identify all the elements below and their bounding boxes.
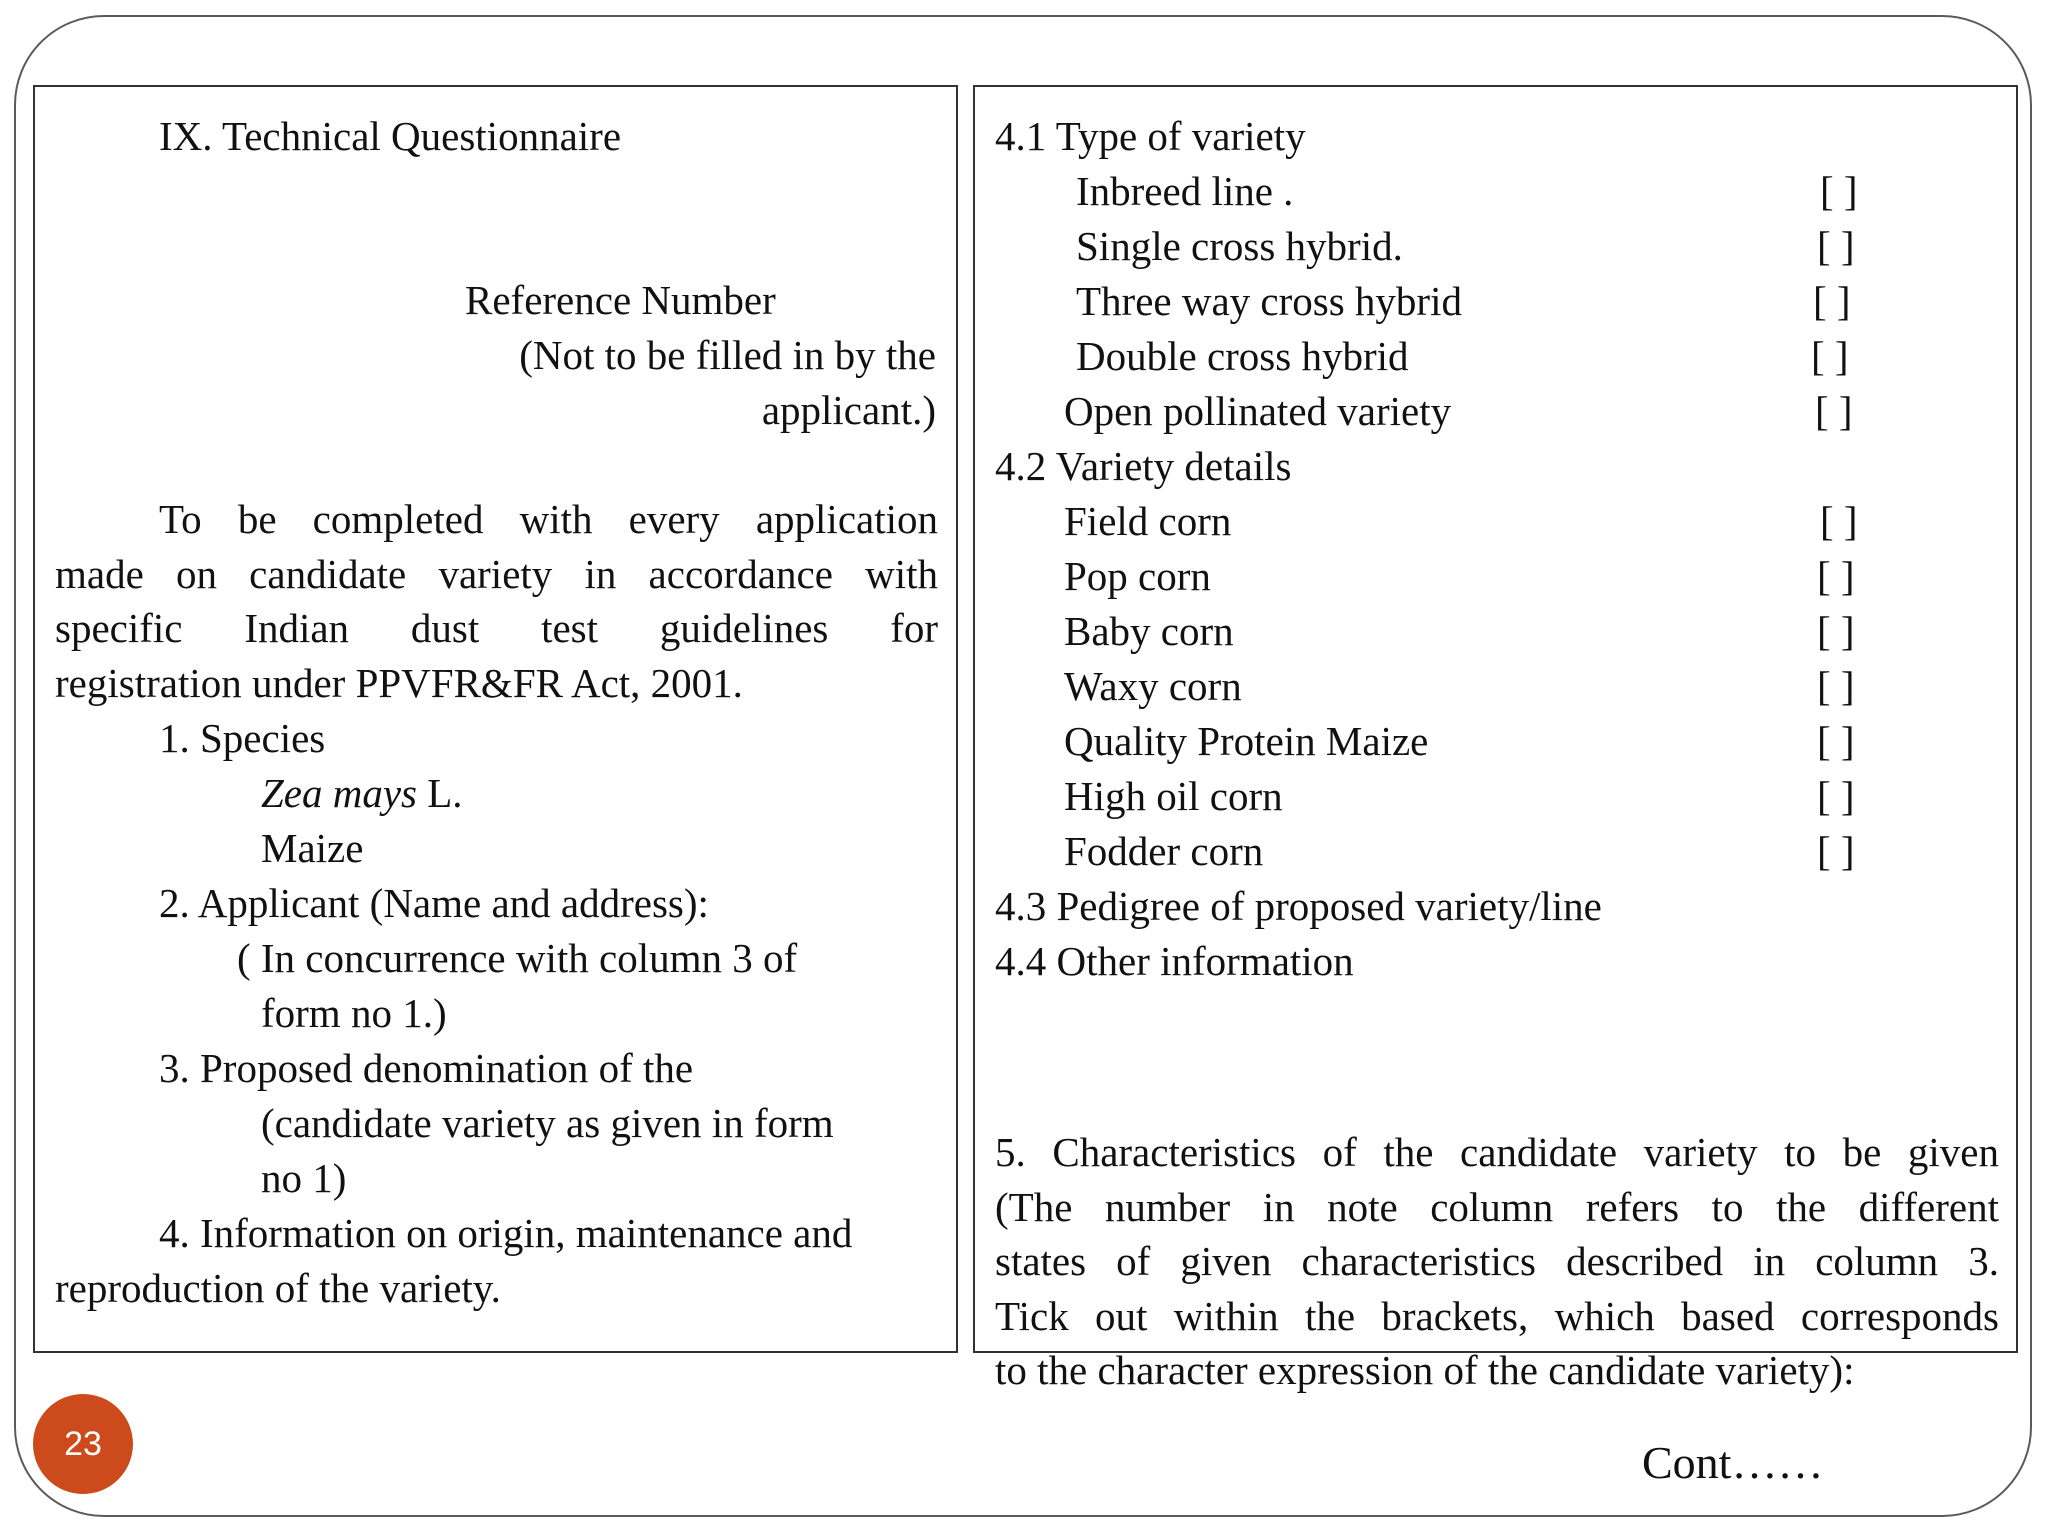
item-origin-line1: 4. Information on origin, maintenance and [159, 1210, 853, 1256]
applicant-note-line1: ( In concurrence with column 3 of [237, 935, 798, 981]
intro-line: registration under PPVFR&FR Act, 2001. [55, 659, 743, 706]
item-origin-line2: reproduction of the variety. [55, 1265, 501, 1311]
type-option-checkbox[interactable]: [ ] [1813, 278, 1851, 324]
characteristics-paragraph [995, 1125, 1999, 1398]
reference-note-line1: (Not to be filled in by the [519, 332, 936, 378]
item-denomination: 3. Proposed denomination of the [159, 1045, 694, 1091]
left-panel [33, 85, 958, 1353]
item-applicant: 2. Applicant (Name and address): [159, 880, 709, 926]
denomination-note-line2: no 1) [261, 1155, 347, 1201]
detail-option-label: Waxy corn [1064, 663, 1242, 709]
detail-option-label: Field corn [1064, 498, 1232, 544]
right-panel [973, 85, 2018, 1394]
type-option-checkbox[interactable]: [ ] [1820, 168, 1858, 214]
detail-option-label: Baby corn [1064, 608, 1234, 654]
detail-option-checkbox[interactable]: [ ] [1817, 718, 1855, 764]
characteristics-line: Tick out within the brackets, which based corresponds [995, 1292, 1999, 1339]
intro-line: made on candidate variety in accordance with [55, 550, 938, 597]
page-number-badge: 23 [33, 1394, 133, 1494]
detail-option-label: Pop corn [1064, 553, 1211, 599]
type-option-checkbox[interactable]: [ ] [1817, 223, 1855, 269]
detail-option-checkbox[interactable]: [ ] [1817, 663, 1855, 709]
characteristics-line: (The number in note column refers to the different [995, 1183, 1999, 1230]
species-authority: L. [417, 770, 463, 816]
characteristics-line: to the character expression of the candidate variety): [995, 1347, 1855, 1394]
species-scientific-name [261, 766, 463, 820]
intro-paragraph [55, 492, 938, 710]
heading-other-information: 4.4 Other information [995, 938, 1354, 984]
detail-option-checkbox[interactable]: [ ] [1817, 608, 1855, 654]
heading-variety-details: 4.2 Variety details [995, 443, 1292, 489]
item-species: 1. Species [159, 715, 326, 761]
characteristics-line: states of given characteristics described in column 3. [995, 1238, 1999, 1285]
applicant-note-line2: form no 1.) [261, 990, 447, 1036]
intro-line: specific Indian dust test guidelines for [55, 605, 938, 652]
denomination-note-line1: (candidate variety as given in form [261, 1100, 834, 1146]
species-common-name: Maize [261, 825, 364, 871]
detail-option-checkbox[interactable]: [ ] [1817, 553, 1855, 599]
questionnaire-title: IX. Technical Questionnaire [159, 113, 622, 159]
reference-note-line2: applicant.) [761, 387, 936, 433]
detail-option-label: High oil corn [1064, 773, 1283, 819]
type-option-label: Single cross hybrid. [1076, 223, 1403, 269]
type-option-label: Double cross hybrid [1076, 333, 1409, 379]
heading-pedigree: 4.3 Pedigree of proposed variety/line [995, 883, 1602, 929]
characteristics-line: 5. Characteristics of the candidate variety to be given [995, 1129, 1999, 1175]
detail-option-label: Quality Protein Maize [1064, 718, 1429, 764]
detail-option-checkbox[interactable]: [ ] [1820, 498, 1858, 544]
continued-label: Cont…… [1642, 1437, 1824, 1488]
detail-option-checkbox[interactable]: [ ] [1817, 773, 1855, 819]
detail-option-label: Fodder corn [1064, 828, 1264, 874]
intro-line: To be completed with every application [159, 496, 938, 542]
type-option-label: Open pollinated variety [1064, 388, 1452, 434]
heading-type-of-variety: 4.1 Type of variety [995, 113, 1306, 159]
type-option-checkbox[interactable]: [ ] [1811, 333, 1849, 379]
type-option-label: Inbreed line . [1076, 168, 1294, 214]
reference-number-label: Reference Number [465, 277, 776, 323]
type-option-label: Three way cross hybrid [1076, 278, 1462, 324]
detail-option-checkbox[interactable]: [ ] [1817, 828, 1855, 874]
species-genus: Zea mays [261, 770, 418, 816]
type-option-checkbox[interactable]: [ ] [1815, 388, 1853, 434]
